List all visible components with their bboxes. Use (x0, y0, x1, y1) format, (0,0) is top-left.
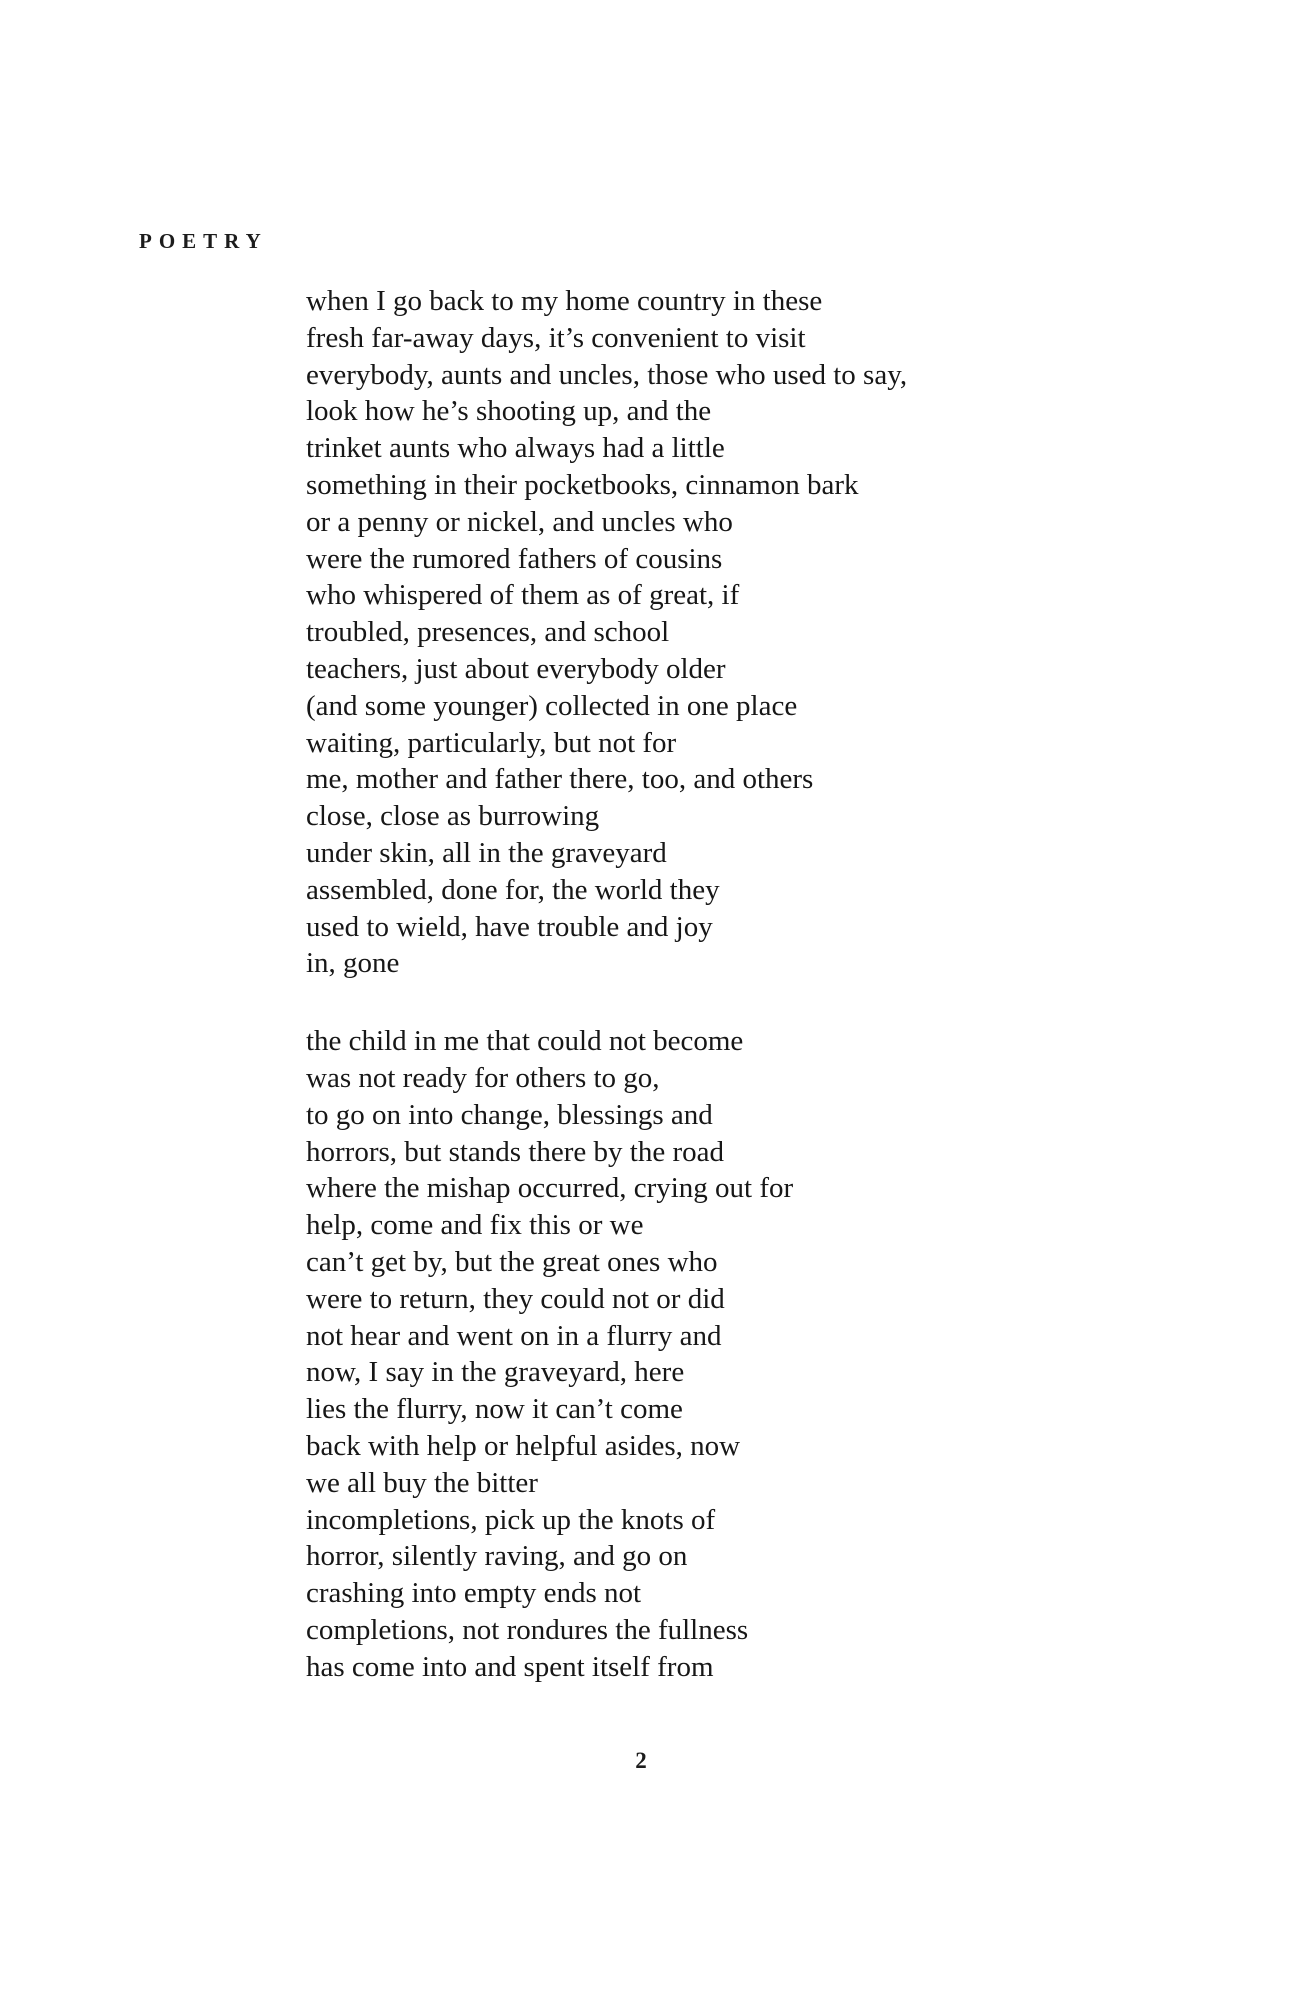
poem-line: or a penny or nickel, and uncles who (306, 505, 733, 538)
poem-line: we all buy the bitter (306, 1466, 538, 1499)
poem-line: was not ready for others to go, (306, 1061, 660, 1094)
poem-line: when I go back to my home country in these (306, 285, 823, 317)
poem-line: can’t get by, but the great ones who (306, 1245, 718, 1278)
poem-line: to go on into change, blessings and (306, 1098, 713, 1131)
poem-line: troubled, presences, and school (306, 616, 670, 649)
poem-line: under skin, all in the graveyard (306, 836, 667, 869)
poem-line: back with help or helpful asides, now (306, 1429, 741, 1462)
poem-line: were to return, they could not or did (306, 1282, 725, 1315)
stanza (306, 1023, 907, 1685)
poem-line: used to wield, have trouble and joy (306, 910, 713, 943)
page-number: 2 (635, 1748, 647, 1773)
poem-line: incompletions, pick up the knots of (306, 1503, 716, 1536)
poem-line: look how he’s shooting up, and the (306, 395, 712, 428)
poem-line: now, I say in the graveyard, here (306, 1356, 685, 1389)
poem-line: close, close as burrowing (306, 800, 600, 833)
poem-line: has come into and spent itself from (306, 1650, 714, 1683)
poem-line: were the rumored fathers of cousins (306, 542, 723, 575)
poem (306, 283, 907, 1685)
poem-line: completions, not rondures the fullness (306, 1613, 749, 1646)
poem-line: teachers, just about everybody older (306, 652, 726, 685)
running-head: POETRY (139, 229, 268, 253)
poem-line: not hear and went on in a flurry and (306, 1319, 722, 1352)
poem-line: where the mishap occurred, crying out for (306, 1172, 794, 1205)
poem-line: who whispered of them as of great, if (306, 579, 740, 612)
poem-line: (and some younger) collected in one place (306, 689, 798, 722)
poem-line: in, gone (306, 947, 400, 980)
poem-line: me, mother and father there, too, and others (306, 763, 814, 796)
poem-line: crashing into empty ends not (306, 1577, 642, 1610)
poem-line: horrors, but stands there by the road (306, 1135, 724, 1168)
poem-line: lies the flurry, now it can’t come (306, 1393, 683, 1426)
poem-line: horror, silently raving, and go on (306, 1540, 688, 1573)
poem-line: waiting, particularly, but not for (306, 726, 677, 759)
poem-line: the child in me that could not become (306, 1025, 744, 1058)
poem-line: something in their pocketbooks, cinnamon bark (306, 468, 859, 501)
poem-line: trinket aunts who always had a little (306, 432, 725, 465)
poem-line: help, come and fix this or we (306, 1209, 644, 1242)
poem-line: fresh far-away days, it’s convenient to visit (306, 321, 806, 354)
poem-line: assembled, done for, the world they (306, 873, 720, 906)
poem-line: everybody, aunts and uncles, those who used to say, (306, 358, 908, 391)
stanza (306, 283, 907, 982)
